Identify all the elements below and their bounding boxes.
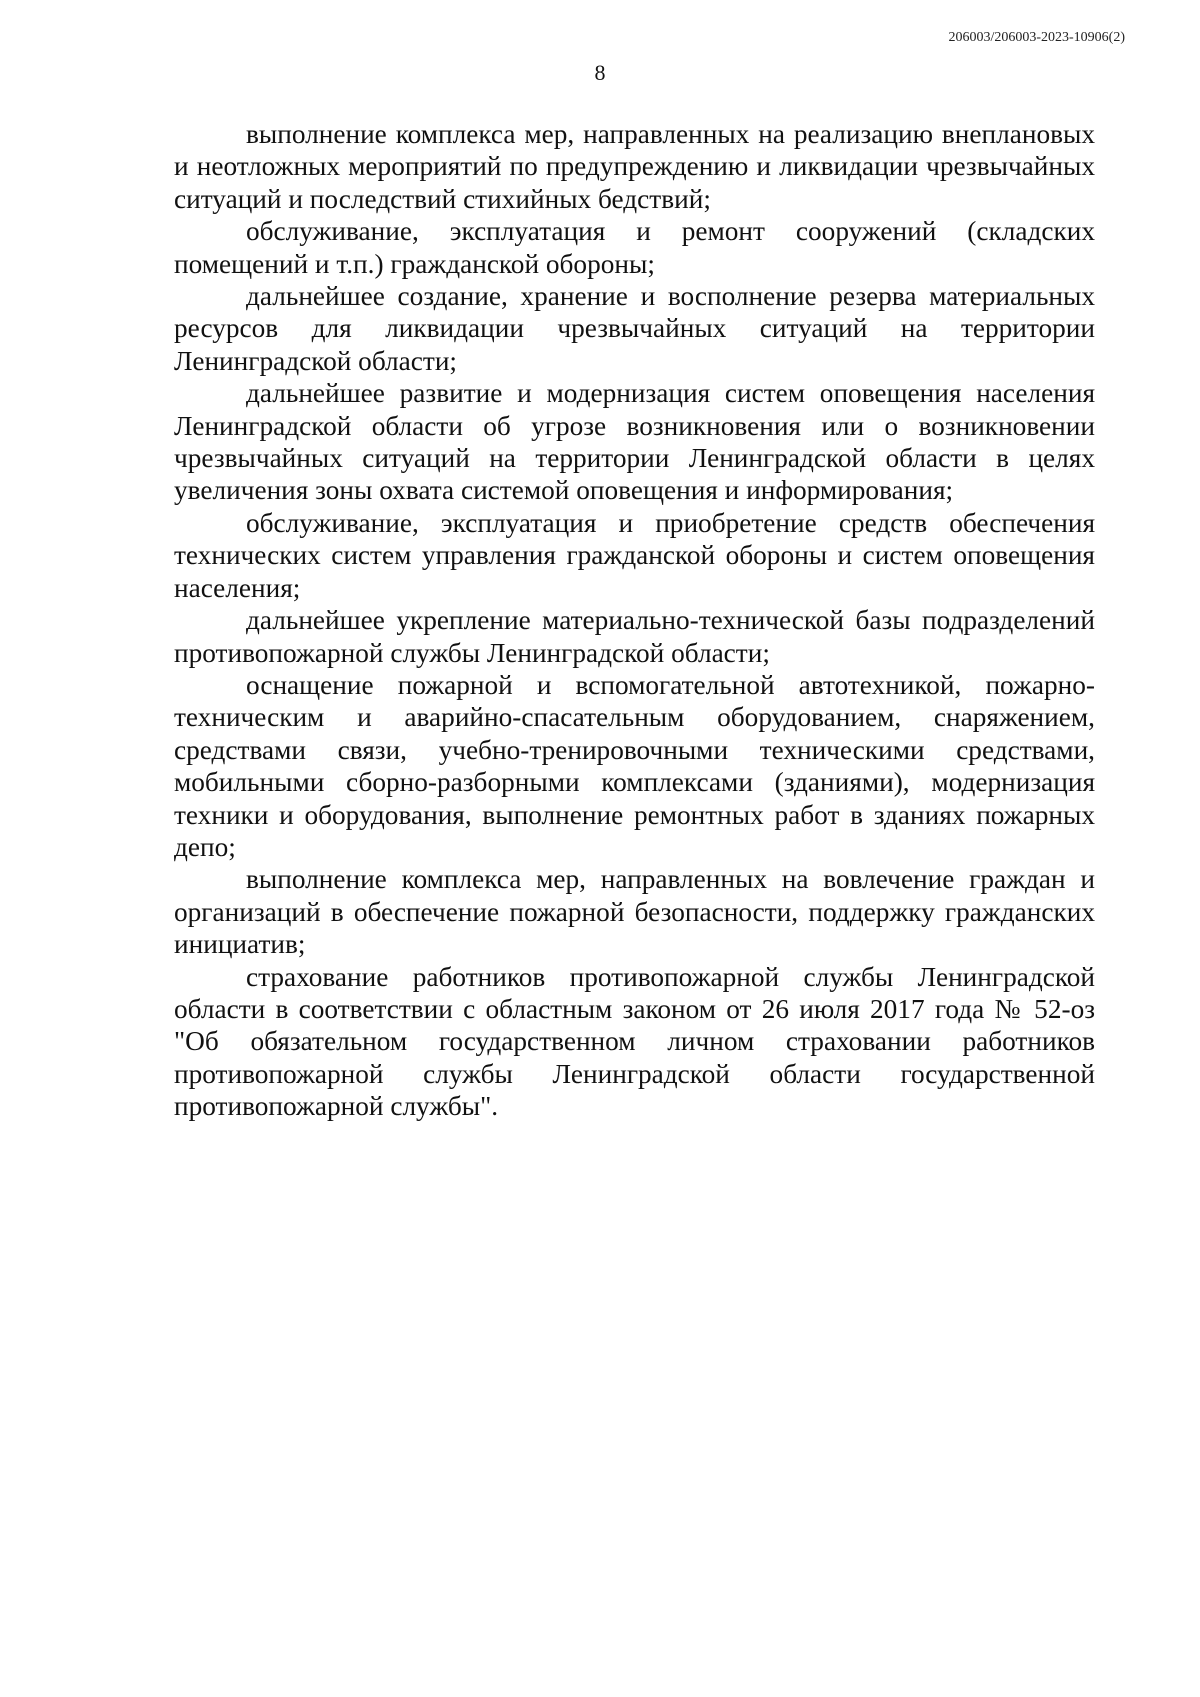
paragraph-2: обслуживание, эксплуатация и ремонт сооружений (складских помещений и т.п.) гражданской обороны;	[174, 216, 1095, 279]
paragraph-6: дальнейшее укрепление материально-технической базы подразделений противопожарной службы Ленинградской области;	[174, 605, 1095, 668]
document-body	[174, 118, 1095, 1123]
paragraph-9: страхование работников противопожарной службы Ленинградской области в соответствии с областным законом от 26 июля 2017 года № 52-оз "Об обязательном государственном личном страховании работников противопожарной службы Ленинградской области государственной противопожарной службы".	[174, 961, 1095, 1122]
paragraph-1: выполнение комплекса мер, направленных на реализацию внеплановых и неотложных мероприятий по предупреждению и ликвидации чрезвычайных ситуаций и последствий стихийных бедствий;	[174, 119, 1095, 214]
paragraph-4: дальнейшее развитие и модернизация систем оповещения населения Ленинградской области об угрозе возникновения или о возникновении чрезвычайных ситуаций на территории Ленинградской области в целях увеличения зоны охвата системой оповещения и информирования;	[174, 378, 1095, 506]
document-id: 206003/206003-2023-10906(2)	[948, 30, 1125, 45]
paragraph-8: выполнение комплекса мер, направленных на вовлечение граждан и организаций в обеспечение пожарной безопасности, поддержку гражданских инициатив;	[174, 864, 1095, 960]
paragraph-3: дальнейшее создание, хранение и восполнение резерва материальных ресурсов для ликвидации чрезвычайных ситуаций на территории Ленинградской области;	[174, 281, 1095, 376]
paragraph-7: оснащение пожарной и вспомогательной автотехникой, пожарно-техническим и аварийно-спасательным оборудованием, снаряжением, средствами связи, учебно-тренировочными техническими средствами, мобильными сборно-разборными комплексами (зданиями), модернизация техники и оборудования, выполнение ремонтных работ в зданиях пожарных депо;	[174, 669, 1095, 862]
page-number: 8	[594, 60, 606, 85]
paragraph-5: обслуживание, эксплуатация и приобретение средств обеспечения технических систем управления гражданской обороны и систем оповещения населения;	[174, 507, 1095, 603]
